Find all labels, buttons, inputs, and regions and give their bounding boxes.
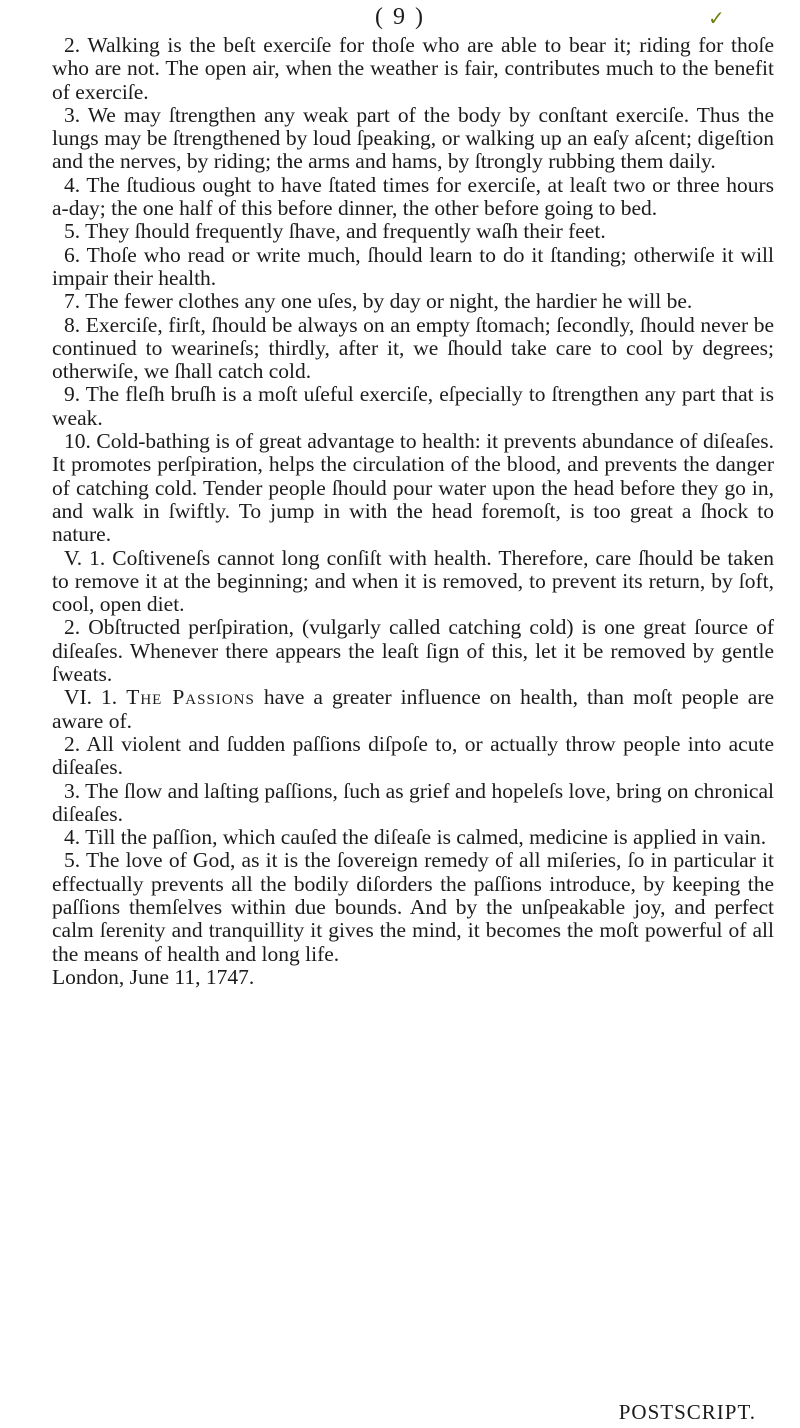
check-mark-icon: ✓: [708, 8, 725, 30]
paragraph-perspiration: 2. Obſtructed perſpiration, (vulgarly called catching cold) is one great ſource of diſeaſes. Whenever there appears the leaſt ſign of this, let it be removed by gentle ſweats.: [52, 615, 774, 687]
paragraph-studious: 4. The ſtudious ought to have ſtated times for exerciſe, at leaſt two or three hours a-day; the one half of this before dinner, the other before going to bed.: [52, 172, 774, 221]
paragraph-clothes: 7. The fewer clothes any one uſes, by day or night, the hardier he will be.: [64, 289, 693, 314]
paragraph-violent-passions: 2. All violent and ſudden paſſions diſpoſe to, or actually throw people into acute diſeaſes.: [52, 731, 774, 780]
section-text: have a greater influence on health, than moſt people are aware of.: [52, 685, 775, 733]
catchword: POSTSCRIPT.: [618, 1400, 756, 1424]
paragraph-costiveness: V. 1. Coſtiveneſs cannot long conſiſt with health. Therefore, care ſhould be taken to remove it at the beginning; and when it is removed, to prevent its return, by ſoft, cool, open diet.: [52, 545, 774, 617]
paragraph-love-of-god: 5. The love of God, as it is the ſovereign remedy of all miſeries, ſo in particular it effectually prevents all the bodily diſorders the paſſions introduce, by keeping the paſſions themſelves within due bounds. And by the unſpeakable joy, and perfect calm ſerenity and tranquillity it gives the mind, it becomes the moſt powerful of all the means of health and long life.: [52, 848, 774, 966]
paragraph-flesh-brush: 9. The fleſh bruſh is a moſt uſeful exerciſe, eſpecially to ſtrengthen any part that is weak.: [52, 382, 774, 430]
paragraph-calmed: 4. Till the paſſion, which cauſed the diſeaſe is calmed, medicine is applied in vain.: [64, 825, 767, 850]
paragraph-passions: [52, 686, 774, 733]
paragraph-cold-bathing: 10. Cold-bathing is of great advantage to health: it prevents abundance of diſeaſes. It promotes perſpiration, helps the circulation of the blood, and prevents the danger of catching cold. Tender people ſhould pour water upon the head before they go in, and walk in ſwiftly. To jump in with the head foremoſt, is too great a ſhock to nature.: [52, 429, 774, 547]
section-number: VI. 1.: [64, 685, 118, 710]
page-number: ( 9 ): [375, 4, 425, 30]
paragraph-shave: 5. They ſhould frequently ſhave, and frequently waſh their feet.: [64, 219, 606, 244]
section-heading: The Passions: [126, 685, 255, 710]
paragraph-empty-stomach: 8. Exerciſe, firſt, ſhould be always on an empty ſtomach; ſecondly, ſhould never be continued to wearineſs; thirdly, after it, we ſhould take care to cool by degrees; otherwiſe, we ſhall catch cold.: [52, 312, 774, 384]
paragraph-walking: 2. Walking is the beſt exerciſe for thoſe who are able to bear it; riding for thoſe who are not. The open air, when the weather is fair, contributes much to the benefit of exerciſe.: [52, 33, 774, 104]
dateline: London, June 11, 1747.: [52, 964, 255, 989]
body-text: [52, 34, 774, 989]
paragraph-lasting-passions: 3. The ſlow and laſting paſſions, ſuch as grief and hopeleſs love, bring on chronical diſeaſes.: [52, 778, 774, 826]
paragraph-standing: 6. Thoſe who read or write much, ſhould learn to do it ſtanding; otherwiſe it will impair their health.: [52, 242, 774, 290]
paragraph-strengthen: 3. We may ſtrengthen any weak part of the body by conſtant exerciſe. Thus the lungs may be ſtrengthened by loud ſpeaking, or walking up an eaſy aſcent; digeſtion and the nerves, by riding; the arms and hams, by ſtrongly rubbing them daily.: [52, 102, 774, 174]
